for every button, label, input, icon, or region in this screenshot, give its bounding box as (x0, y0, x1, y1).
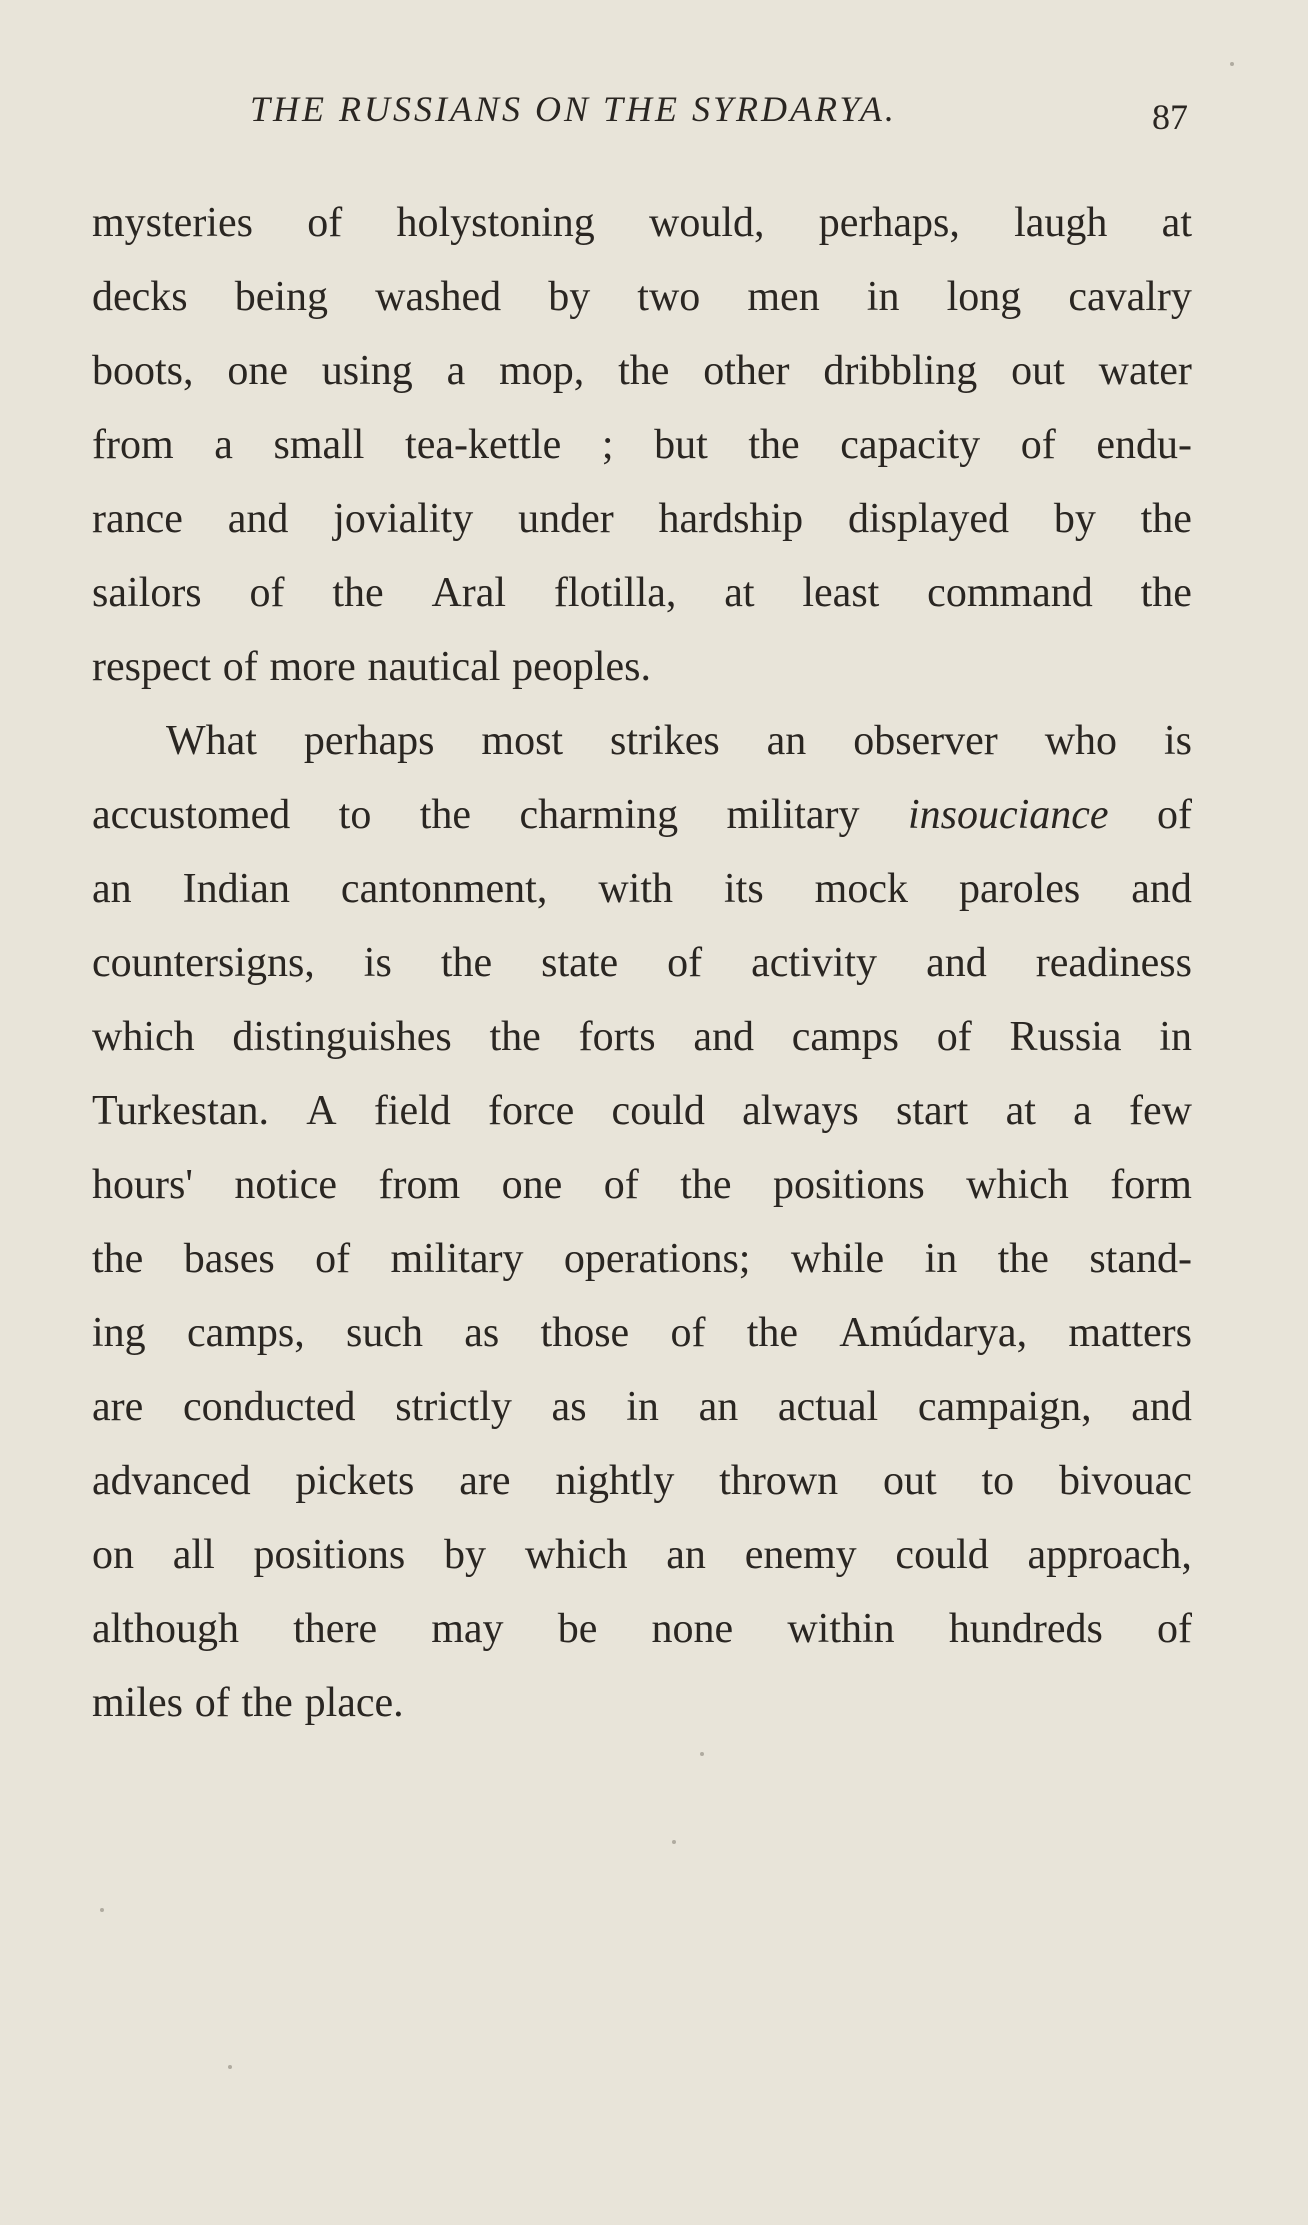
text-line (92, 1370, 1192, 1444)
word: sailors (92, 570, 202, 616)
word: which (524, 1532, 628, 1578)
text-line (92, 1222, 1192, 1296)
word: of (1156, 792, 1192, 838)
word: long (946, 274, 1022, 320)
word: of (670, 1310, 706, 1356)
text-line (92, 1666, 1192, 1740)
text-line (92, 186, 1192, 260)
word: from (92, 422, 174, 468)
word: What (166, 718, 257, 764)
word: an (698, 1384, 739, 1430)
word: would, (649, 200, 765, 246)
word: to (338, 792, 372, 838)
word: and (1131, 1384, 1192, 1430)
word: a (214, 422, 233, 468)
word: which (92, 1014, 195, 1060)
word: of (315, 1236, 351, 1282)
word: of (249, 570, 285, 616)
word: the (680, 1162, 732, 1208)
word: the (1140, 570, 1192, 616)
word: displayed (848, 496, 1009, 542)
word: least (802, 570, 880, 616)
word: camps, (186, 1310, 305, 1356)
word: and (926, 940, 987, 986)
word: always (742, 1088, 859, 1134)
word: are (92, 1384, 144, 1430)
word: those (540, 1310, 630, 1356)
word: insouciance (907, 792, 1109, 838)
word: be (557, 1606, 598, 1652)
paper-speck (1230, 62, 1234, 66)
word: activity (751, 940, 878, 986)
word: perhaps (303, 718, 435, 764)
word: strikes (610, 718, 720, 764)
word: Turkestan. (92, 1088, 269, 1134)
word: field (373, 1088, 451, 1134)
word: cavalry (1068, 274, 1192, 320)
word: start (896, 1088, 969, 1134)
word: notice (234, 1162, 337, 1208)
word: there (293, 1606, 378, 1652)
word: of (603, 1162, 639, 1208)
word: mop, (499, 348, 585, 394)
word: command (927, 570, 1093, 616)
word: small (273, 422, 365, 468)
word: a (1073, 1088, 1092, 1134)
word: is (363, 940, 392, 986)
word: approach, (1027, 1532, 1192, 1578)
word: flotilla, (553, 570, 677, 616)
word: under (518, 496, 614, 542)
word: military (390, 1236, 524, 1282)
word: out (882, 1458, 937, 1504)
text-line (92, 1000, 1192, 1074)
word: its (724, 866, 764, 912)
word: of (307, 200, 343, 246)
word: being (234, 274, 329, 320)
word: decks (92, 274, 188, 320)
word: laugh (1014, 200, 1108, 246)
word: positions (772, 1162, 925, 1208)
word: of (936, 1014, 972, 1060)
word: washed (375, 274, 502, 320)
word: and (227, 496, 289, 542)
word: peoples. (512, 644, 651, 690)
word: bivouac (1058, 1458, 1192, 1504)
word: at (1161, 200, 1192, 246)
text-line (92, 1148, 1192, 1222)
word: stand- (1089, 1236, 1192, 1282)
word: ing (92, 1310, 146, 1356)
word: Russia (1009, 1014, 1122, 1060)
word: one (227, 348, 288, 394)
word: positions (253, 1532, 406, 1578)
word: mock (814, 866, 908, 912)
word: boots, (92, 348, 194, 394)
paper-speck (228, 2065, 232, 2069)
word: more (269, 644, 356, 690)
word: on (92, 1532, 134, 1578)
word: conducted (182, 1384, 356, 1430)
word: other (703, 348, 790, 394)
paper-speck (672, 1840, 676, 1844)
word: of (1020, 422, 1056, 468)
word: to (981, 1458, 1015, 1504)
word: forts (578, 1014, 656, 1060)
word: at (1005, 1088, 1036, 1134)
word: of (667, 940, 703, 986)
word: observer (853, 718, 998, 764)
text-line (92, 630, 1192, 704)
word: joviality (333, 496, 474, 542)
word: from (378, 1162, 461, 1208)
word: tea-kettle (405, 422, 562, 468)
word: most (481, 718, 564, 764)
word: countersigns, (92, 940, 315, 986)
word: the (618, 348, 670, 394)
word: distinguishes (232, 1014, 452, 1060)
body-text (92, 186, 1192, 1740)
word: all (172, 1532, 215, 1578)
word: by (444, 1532, 487, 1578)
word: actual (777, 1384, 879, 1430)
word: cantonment, (340, 866, 548, 912)
word: may (431, 1606, 504, 1652)
word: the (1140, 496, 1192, 542)
word: perhaps, (818, 200, 960, 246)
word: campaign, (917, 1384, 1092, 1430)
word: endu- (1096, 422, 1192, 468)
word: by (548, 274, 591, 320)
word: dribbling (823, 348, 978, 394)
word: the (241, 1680, 293, 1726)
word: out (1011, 348, 1065, 394)
word: men (747, 274, 820, 320)
word: but (654, 422, 708, 468)
word: thrown (719, 1458, 839, 1504)
word: of (194, 1680, 230, 1726)
running-head: THE RUSSIANS ON THE SYRDARYA. (250, 89, 897, 129)
word: paroles (958, 866, 1081, 912)
word: of (222, 644, 258, 690)
word: an (92, 866, 132, 912)
text-line (92, 1296, 1192, 1370)
word: in (866, 274, 900, 320)
word: using (321, 348, 413, 394)
word: force (488, 1088, 575, 1134)
text-line (92, 1444, 1192, 1518)
word: and (693, 1014, 754, 1060)
paper-speck (100, 1908, 104, 1912)
word: in (626, 1384, 659, 1430)
word: water (1098, 348, 1192, 394)
word: mysteries (92, 200, 253, 246)
word: pickets (295, 1458, 415, 1504)
word: with (598, 866, 674, 912)
text-line (92, 1518, 1192, 1592)
word: in (1159, 1014, 1192, 1060)
word: the (748, 422, 800, 468)
word: could (611, 1088, 705, 1134)
word: a (446, 348, 466, 394)
word: who (1044, 718, 1118, 764)
word: bases (183, 1236, 275, 1282)
word: strictly (395, 1384, 512, 1430)
word: form (1110, 1162, 1192, 1208)
word: and (1131, 866, 1192, 912)
text-line (92, 260, 1192, 334)
word: the (997, 1236, 1049, 1282)
word: charming (519, 792, 679, 838)
word: one (501, 1162, 563, 1208)
text-line (92, 1592, 1192, 1666)
word: readiness (1035, 940, 1192, 986)
word: at (724, 570, 755, 616)
word: camps (791, 1014, 900, 1060)
word: hardship (658, 496, 804, 542)
word: two (637, 274, 701, 320)
word: military (726, 792, 860, 838)
word: Amúdarya, (839, 1310, 1028, 1356)
word: respect (92, 644, 211, 690)
word: holystoning (396, 200, 595, 246)
word: the (332, 570, 384, 616)
word: nautical (367, 644, 501, 690)
text-line (92, 1074, 1192, 1148)
word: an (666, 1532, 706, 1578)
text-line (92, 704, 1192, 778)
word: operations; (563, 1236, 751, 1282)
word: could (895, 1532, 989, 1578)
word: an (766, 718, 807, 764)
word: as (464, 1310, 500, 1356)
word: A (306, 1088, 337, 1134)
word: within (787, 1606, 895, 1652)
word: nightly (555, 1458, 675, 1504)
text-line (92, 778, 1192, 852)
word: the (440, 940, 493, 986)
word: advanced (92, 1458, 251, 1504)
paper-speck (700, 1752, 704, 1756)
word: ; (601, 422, 614, 468)
word: is (1163, 718, 1192, 764)
word: such (346, 1310, 423, 1356)
word: in (924, 1236, 958, 1282)
word: place. (304, 1680, 404, 1726)
word: the (419, 792, 472, 838)
word: capacity (840, 422, 981, 468)
word: the (489, 1014, 541, 1060)
page-number: 87 (1152, 97, 1188, 137)
word: state (541, 940, 619, 986)
word: hundreds (948, 1606, 1103, 1652)
word: miles (92, 1680, 183, 1726)
word: are (459, 1458, 511, 1504)
text-line (92, 334, 1192, 408)
word: accustomed (92, 792, 291, 838)
word: the (92, 1236, 144, 1282)
word: enemy (744, 1532, 857, 1578)
text-line (92, 852, 1192, 926)
word: which (966, 1162, 1069, 1208)
word: by (1053, 496, 1096, 542)
word: as (551, 1384, 587, 1430)
text-line (92, 482, 1192, 556)
word: hours' (92, 1162, 193, 1208)
word: Aral (431, 570, 507, 616)
word: rance (92, 496, 183, 542)
text-line (92, 408, 1192, 482)
word: Indian (182, 866, 290, 912)
text-line (92, 926, 1192, 1000)
word: although (92, 1606, 239, 1652)
word: none (651, 1606, 734, 1652)
word: few (1129, 1088, 1192, 1134)
word: while (790, 1236, 885, 1282)
word: matters (1068, 1310, 1192, 1356)
word: the (746, 1310, 799, 1356)
text-line (92, 556, 1192, 630)
word: of (1156, 1606, 1192, 1652)
